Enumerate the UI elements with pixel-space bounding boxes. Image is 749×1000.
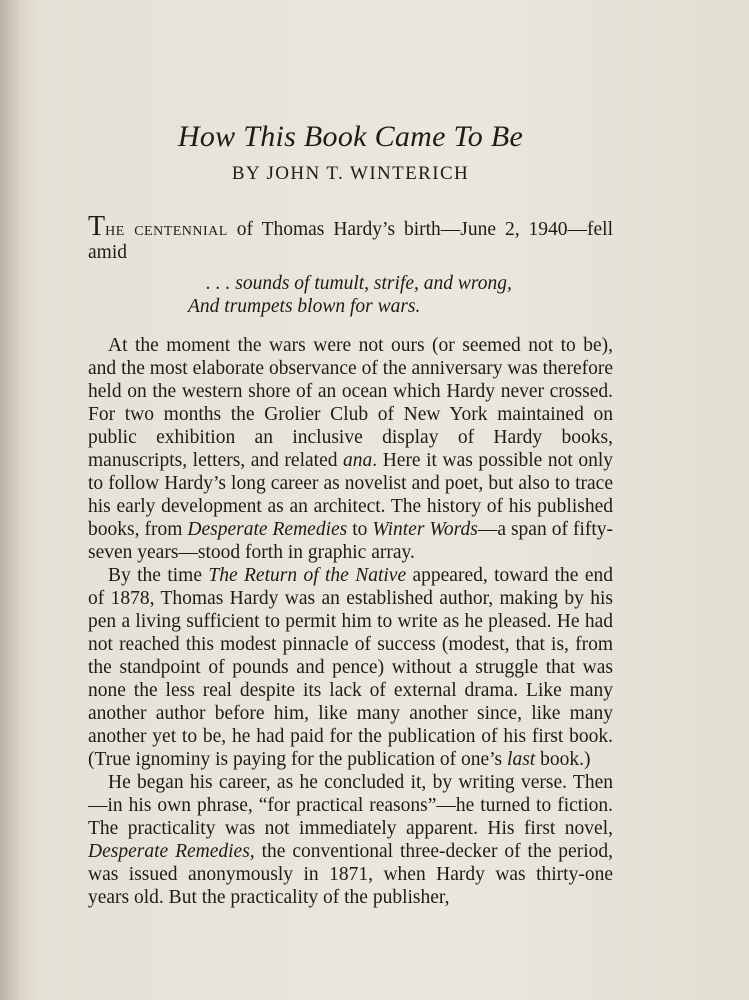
chapter-title: How This Book Came To Be: [177, 120, 524, 153]
italic-run: last: [507, 749, 536, 770]
text-run: appeared, toward the end of 1878, Thomas Hardy was an established author, making by his pen a living sufficient to permit him to write as he pleased. He had not reached this modest pinnacle of success (modest, that is, from the standpoint of pounds and pence) without a struggle that was none the less real despite its lack of external drama. Like many another author before him, like many another since, like many another yet to be, he had paid for the publication of his first book. (True ignominy is paying for the publication of one’s: [88, 565, 613, 770]
opening-line: [88, 211, 613, 264]
text-run: the conventional three-decker of the period, was issued anonymously in 1871, when Hardy was thirty-one years old. But the practicality of the publisher,: [88, 841, 613, 908]
page-gutter: [0, 0, 18, 1000]
verse-line: . . . sounds of tumult, strife, and wrong,: [206, 273, 512, 294]
text-run: book.): [535, 749, 591, 770]
text-run: —a span of fifty-seven years—stood forth in graphic array.: [88, 519, 614, 563]
lead-text: of Thomas Hardy’s birth—June 2, 1940—fell amid: [88, 219, 613, 263]
verse-quotation: [88, 272, 613, 318]
text-run: By the time: [108, 565, 209, 586]
paragraph-3: [88, 771, 613, 909]
italic-title: Desperate Remedies: [187, 519, 348, 540]
author-byline: BY JOHN T. WINTERICH: [231, 163, 470, 184]
italic-title: The Return of the Native: [208, 565, 407, 586]
italic-title: Desperate Remedies,: [88, 841, 255, 862]
text-run: He began his career, as he concluded it, by writing verse. Then—in his own phrase, “for practical reasons”—he turned to fiction. The practicality was not immediately apparent. His first novel,: [88, 772, 613, 839]
text-run: At the moment the wars were not ours (or seemed not to be), and the most elaborate observance of the anniversary was therefore held on the western shore of an ocean which Hardy never crossed. For two months the Grolier Club of New York maintained on public exhibition an inclusive display of Hardy books, manuscripts, letters, and related: [88, 335, 613, 471]
lead-small-caps: he centennial: [105, 219, 228, 240]
text-run: . Here it was possible not only to follow Hardy’s long career as novelist and poet, but also to trace his early development as an architect. The history of his published books, from: [88, 450, 613, 540]
paragraph-2: [88, 564, 613, 771]
italic-title: Winter Words: [372, 519, 478, 540]
text-run: to: [347, 519, 373, 540]
paragraph-1: [88, 334, 613, 564]
drop-cap: T: [88, 211, 106, 242]
italic-run: ana: [343, 450, 373, 471]
page-content: [88, 120, 614, 909]
verse-line: And trumpets blown for wars.: [188, 296, 421, 317]
